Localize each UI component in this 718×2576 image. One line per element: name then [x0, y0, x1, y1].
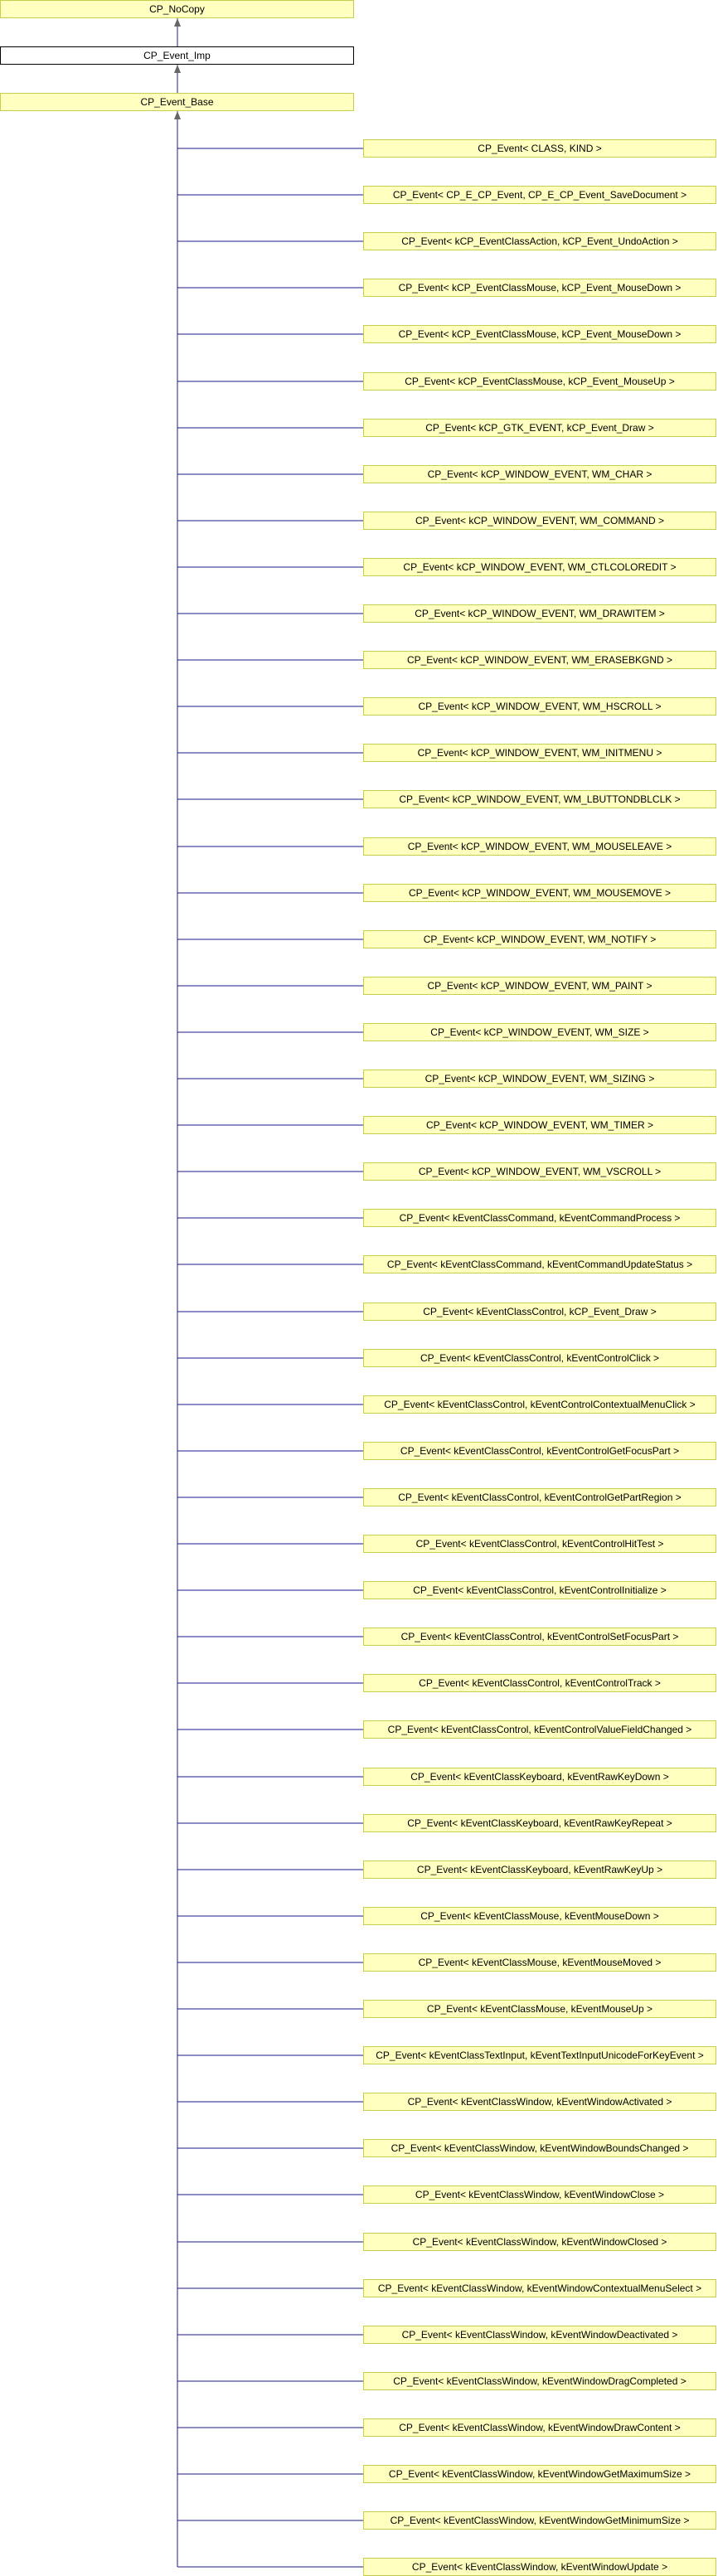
- derived-class-node[interactable]: CP_Event< kEventClassKeyboard, kEventRawKeyDown >: [363, 1768, 716, 1786]
- derived-class-node[interactable]: CP_Event< kCP_WINDOW_EVENT, WM_LBUTTONDBLCLK >: [363, 790, 716, 808]
- class-node-cp-nocopy[interactable]: CP_NoCopy: [0, 0, 354, 18]
- derived-class-node[interactable]: CP_Event< kEventClassWindow, kEventWindowActivated >: [363, 2093, 716, 2111]
- derived-class-node[interactable]: CP_Event< kCP_GTK_EVENT, kCP_Event_Draw >: [363, 419, 716, 437]
- derived-class-node[interactable]: CP_Event< kCP_WINDOW_EVENT, WM_DRAWITEM >: [363, 604, 716, 623]
- derived-class-node[interactable]: CP_Event< kCP_WINDOW_EVENT, WM_ERASEBKGND >: [363, 651, 716, 669]
- derived-class-node[interactable]: CP_Event< kEventClassKeyboard, kEventRawKeyRepeat >: [363, 1814, 716, 1832]
- derived-class-node[interactable]: CP_Event< kCP_WINDOW_EVENT, WM_PAINT >: [363, 977, 716, 995]
- derived-class-node[interactable]: CP_Event< kCP_EventClassAction, kCP_Event_UndoAction >: [363, 232, 716, 250]
- derived-class-node[interactable]: CP_Event< kEventClassControl, kEventControlHitTest >: [363, 1535, 716, 1553]
- class-node-cp-event-imp: CP_Event_Imp: [0, 46, 354, 65]
- derived-class-node[interactable]: CP_Event< kEventClassControl, kEventControlInitialize >: [363, 1581, 716, 1599]
- derived-class-node[interactable]: CP_Event< kCP_EventClassMouse, kCP_Event_MouseDown >: [363, 279, 716, 297]
- derived-class-node[interactable]: CP_Event< kCP_WINDOW_EVENT, WM_VSCROLL >: [363, 1162, 716, 1181]
- derived-class-node[interactable]: CP_Event< kEventClassControl, kCP_Event_Draw >: [363, 1303, 716, 1321]
- derived-class-node[interactable]: CP_Event< kEventClassKeyboard, kEventRawKeyUp >: [363, 1860, 716, 1879]
- derived-class-node[interactable]: CP_Event< kCP_WINDOW_EVENT, WM_HSCROLL >: [363, 697, 716, 716]
- derived-class-node[interactable]: CP_Event< kEventClassControl, kEventControlGetFocusPart >: [363, 1442, 716, 1460]
- derived-class-node[interactable]: CP_Event< kEventClassCommand, kEventCommandUpdateStatus >: [363, 1255, 716, 1273]
- derived-class-node[interactable]: CP_Event< kEventClassControl, kEventControlTrack >: [363, 1674, 716, 1692]
- derived-class-node[interactable]: CP_Event< kEventClassWindow, kEventWindowDragCompleted >: [363, 2372, 716, 2390]
- derived-class-node[interactable]: CP_Event< kCP_WINDOW_EVENT, WM_INITMENU >: [363, 744, 716, 762]
- derived-class-node[interactable]: CP_Event< CP_E_CP_Event, CP_E_CP_Event_SaveDocument >: [363, 186, 716, 204]
- derived-class-node[interactable]: CP_Event< kEventClassWindow, kEventWindowBoundsChanged >: [363, 2139, 716, 2157]
- derived-class-node[interactable]: CP_Event< kEventClassControl, kEventControlValueFieldChanged >: [363, 1720, 716, 1739]
- derived-class-node[interactable]: CP_Event< kEventClassWindow, kEventWindowDrawContent >: [363, 2418, 716, 2437]
- inheritance-arrowhead: [174, 65, 181, 73]
- derived-class-node[interactable]: CP_Event< kCP_WINDOW_EVENT, WM_COMMAND >: [363, 512, 716, 530]
- inheritance-arrowhead: [174, 18, 181, 27]
- derived-class-node[interactable]: CP_Event< kCP_WINDOW_EVENT, WM_CHAR >: [363, 465, 716, 483]
- class-node-cp-event-base[interactable]: CP_Event_Base: [0, 93, 354, 111]
- derived-class-node[interactable]: CP_Event< kEventClassMouse, kEventMouseUp >: [363, 2000, 716, 2018]
- inheritance-arrowhead: [174, 111, 181, 119]
- derived-class-node[interactable]: CP_Event< kCP_WINDOW_EVENT, WM_MOUSEMOVE >: [363, 884, 716, 902]
- derived-class-node[interactable]: CP_Event< kEventClassMouse, kEventMouseDown >: [363, 1907, 716, 1925]
- derived-class-node[interactable]: CP_Event< kEventClassWindow, kEventWindowUpdate >: [363, 2558, 716, 2576]
- derived-class-node[interactable]: CP_Event< kCP_WINDOW_EVENT, WM_MOUSELEAVE >: [363, 837, 716, 856]
- derived-class-node[interactable]: CP_Event< kEventClassWindow, kEventWindowGetMinimumSize >: [363, 2511, 716, 2530]
- derived-class-node[interactable]: CP_Event< kEventClassWindow, kEventWindowGetMaximumSize >: [363, 2465, 716, 2483]
- derived-class-node[interactable]: CP_Event< kEventClassControl, kEventControlGetPartRegion >: [363, 1488, 716, 1506]
- derived-class-node[interactable]: CP_Event< kEventClassControl, kEventControlContextualMenuClick >: [363, 1395, 716, 1414]
- derived-class-node[interactable]: CP_Event< kEventClassWindow, kEventWindowClosed >: [363, 2233, 716, 2251]
- derived-class-node[interactable]: CP_Event< kEventClassMouse, kEventMouseMoved >: [363, 1953, 716, 1972]
- derived-class-node[interactable]: CP_Event< kEventClassWindow, kEventWindowClose >: [363, 2185, 716, 2204]
- derived-class-node[interactable]: CP_Event< kCP_WINDOW_EVENT, WM_SIZING >: [363, 1070, 716, 1088]
- derived-class-node[interactable]: CP_Event< kCP_WINDOW_EVENT, WM_SIZE >: [363, 1023, 716, 1041]
- derived-class-node[interactable]: CP_Event< kEventClassControl, kEventControlSetFocusPart >: [363, 1628, 716, 1646]
- derived-class-node[interactable]: CP_Event< kCP_EventClassMouse, kCP_Event_MouseDown >: [363, 325, 716, 343]
- derived-class-node[interactable]: CP_Event< kCP_WINDOW_EVENT, WM_NOTIFY >: [363, 930, 716, 948]
- derived-class-node[interactable]: CP_Event< kEventClassControl, kEventControlClick >: [363, 1349, 716, 1367]
- derived-class-node[interactable]: CP_Event< kCP_WINDOW_EVENT, WM_TIMER >: [363, 1116, 716, 1134]
- derived-class-node[interactable]: CP_Event< kCP_EventClassMouse, kCP_Event_MouseUp >: [363, 372, 716, 391]
- derived-class-node[interactable]: CP_Event< kCP_WINDOW_EVENT, WM_CTLCOLOREDIT >: [363, 558, 716, 576]
- derived-class-node[interactable]: CP_Event< kEventClassCommand, kEventCommandProcess >: [363, 1209, 716, 1227]
- derived-class-node[interactable]: CP_Event< CLASS, KIND >: [363, 139, 716, 158]
- derived-class-node[interactable]: CP_Event< kEventClassWindow, kEventWindowContextualMenuSelect >: [363, 2279, 716, 2297]
- derived-class-node[interactable]: CP_Event< kEventClassTextInput, kEventTextInputUnicodeForKeyEvent >: [363, 2046, 716, 2064]
- derived-class-node[interactable]: CP_Event< kEventClassWindow, kEventWindowDeactivated >: [363, 2326, 716, 2344]
